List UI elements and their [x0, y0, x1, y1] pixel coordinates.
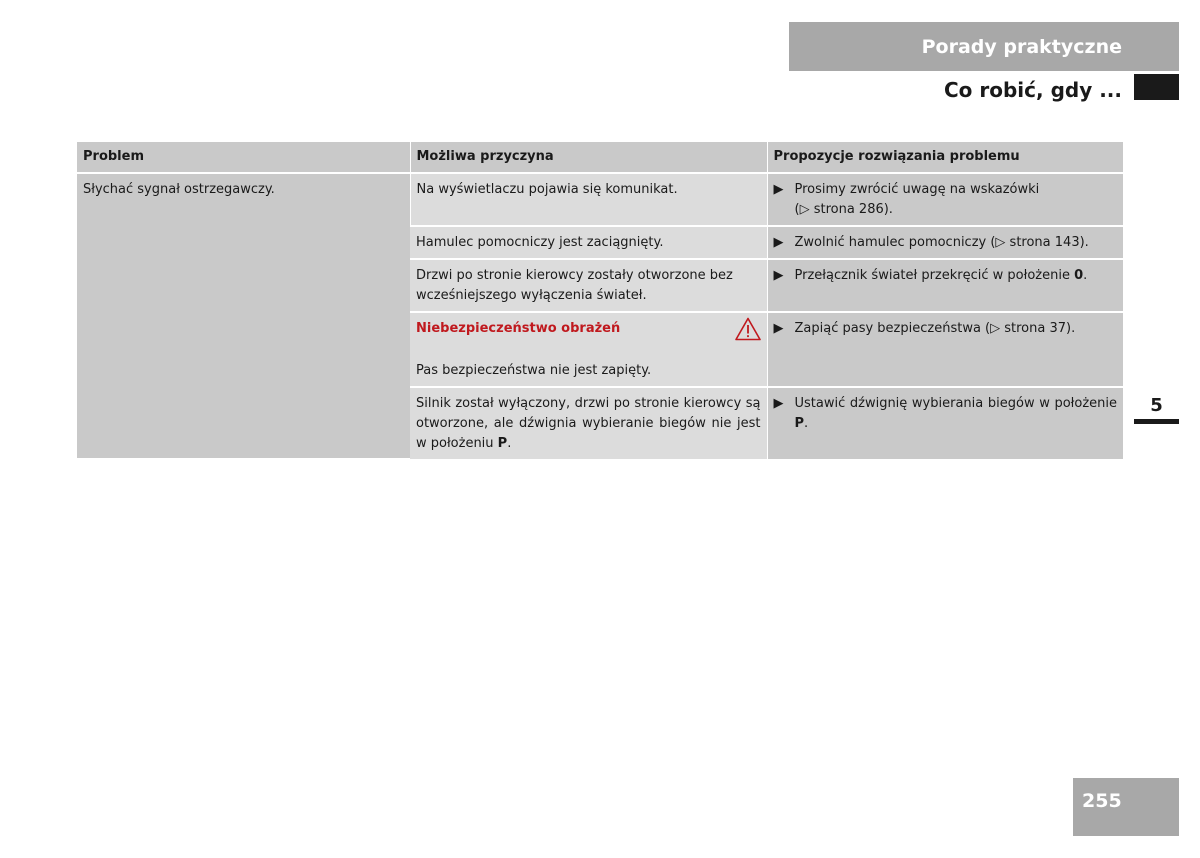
solution-text — [795, 394, 1118, 434]
bullet-arrow-icon — [774, 233, 795, 253]
chapter-number: 5 — [1150, 395, 1163, 416]
gear-position-value: P — [497, 436, 508, 451]
subsection-marker — [1134, 74, 1179, 100]
warning-header — [416, 319, 761, 341]
solution-cell — [767, 387, 1123, 459]
solution-item — [774, 319, 1118, 339]
cause-cell: Na wyświetlaczu pojawia się komunikat. — [410, 173, 767, 226]
cause-cell: Drzwi po stronie kierowcy zostały otworzone bez wcześniejszego wyłączenia świateł. — [410, 259, 767, 312]
solution-text: Zapiąć pasy bezpieczeństwa (▷ strona 37). — [794, 321, 1076, 336]
gear-position-value: P — [794, 416, 805, 431]
bullet-arrow-icon — [774, 394, 795, 434]
cause-cell: Hamulec pomocniczy jest zaciągnięty. — [410, 226, 767, 259]
solution-text-main: Przełącznik świateł przekręcić w położenie — [794, 268, 1075, 283]
solution-cell — [767, 173, 1123, 226]
solution-text: Zwolnić hamulec pomocniczy (▷ strona 143). — [794, 235, 1089, 250]
warning-triangle-icon — [735, 317, 761, 341]
bullet-arrow-icon — [774, 180, 795, 220]
solution-text-end: . — [1083, 268, 1088, 283]
solution-item — [774, 180, 1118, 220]
cause-text-end: . — [507, 436, 512, 451]
column-header-solution: Propozycje rozwiązania problemu — [767, 142, 1123, 173]
solution-text — [795, 180, 1040, 220]
solution-line-1: Prosimy zwrócić uwagę na wskazówki — [794, 182, 1040, 197]
table-header-row — [77, 142, 1123, 173]
warning-label: Niebezpieczeństwo obrażeń — [416, 321, 621, 336]
cause-cell — [410, 387, 767, 459]
solution-item — [774, 233, 1118, 253]
section-title: Porady praktyczne — [921, 35, 1122, 58]
chapter-tab-underline — [1134, 419, 1179, 424]
page-number: 255 — [1082, 790, 1122, 812]
solution-cell — [767, 226, 1123, 259]
bullet-arrow-icon — [774, 266, 795, 286]
solution-text-main: Ustawić dźwignię wybierania biegów w położenie — [794, 396, 1117, 411]
troubleshooting-table — [77, 142, 1123, 460]
solution-page-ref: (▷ strona 286). — [794, 202, 893, 217]
table-row — [77, 173, 1123, 226]
column-header-cause: Możliwa przyczyna — [410, 142, 767, 173]
solution-item — [774, 266, 1118, 286]
solution-item — [774, 394, 1118, 434]
solution-cell — [767, 312, 1123, 387]
solution-cell — [767, 259, 1123, 312]
bullet-arrow-icon — [774, 319, 795, 339]
position-value: 0 — [1074, 268, 1084, 283]
solution-text-end: . — [804, 416, 809, 431]
cause-cell — [410, 312, 767, 387]
column-header-problem: Problem — [77, 142, 410, 173]
solution-text — [795, 266, 1088, 286]
problem-cell: Słychać sygnał ostrzegawczy. — [77, 173, 410, 459]
cause-text-main: Silnik został wyłączony, drzwi po stronie kierowcy są otworzone, ale dźwignia wybieranie biegów nie jest w położeniu — [416, 396, 761, 451]
subsection-title: Co robić, gdy ... — [944, 78, 1122, 102]
cause-text: Pas bezpieczeństwa nie jest zapięty. — [416, 363, 652, 378]
chapter-tab — [1134, 394, 1179, 424]
section-title-bar — [789, 22, 1179, 71]
page-number-box — [1073, 778, 1179, 836]
